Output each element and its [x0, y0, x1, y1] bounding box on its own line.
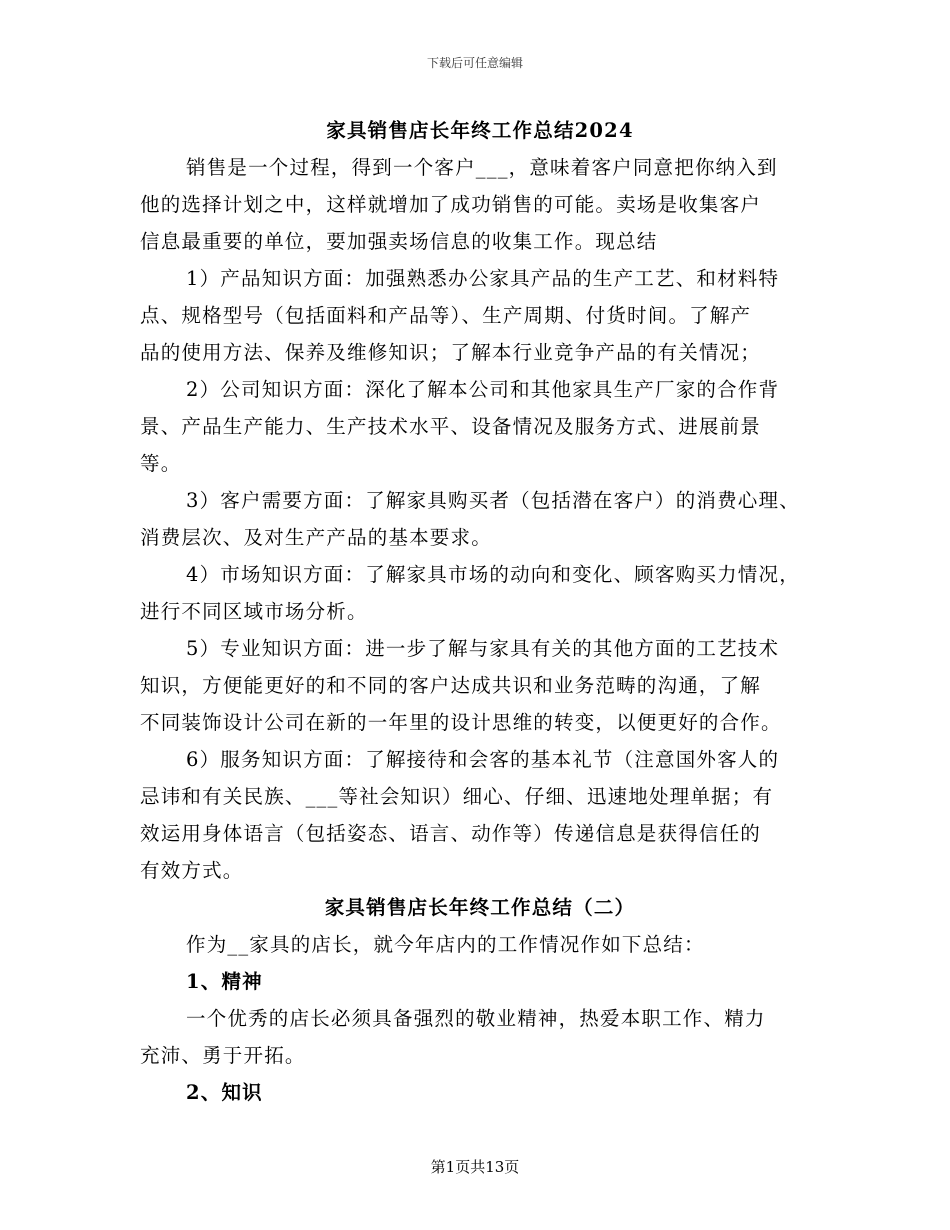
paragraph-line: 2）公司知识方面：深化了解本公司和其他家具生产厂家的合作背 — [186, 378, 780, 401]
paragraph-line: 知识，方便能更好的和不同的客户达成共识和业务范畴的沟通，了解 — [140, 674, 762, 697]
paragraph-line: 充沛、勇于开拓。 — [140, 1044, 306, 1067]
paragraph-line: 点、规格型号（包括面料和产品等）、生产周期、付货时间。了解产 — [140, 304, 752, 327]
paragraph-line: 景、产品生产能力、生产技术水平、设备情况及服务方式、进展前景 — [140, 415, 762, 438]
paragraph-line: 1）产品知识方面：加强熟悉办公家具产品的生产工艺、和材料特 — [186, 267, 780, 290]
paragraph-line: 消费层次、及对生产产品的基本要求。 — [140, 526, 492, 549]
paragraph-line: 忌讳和有关民族、___等社会知识）细心、仔细、迅速地处理单据；有 — [140, 785, 774, 808]
paragraph-line: 进行不同区域市场分析。 — [140, 600, 368, 623]
paragraph-line: 一个优秀的店长必须具备强烈的敬业精神，热爱本职工作、精力 — [186, 1007, 766, 1030]
paragraph-line: 不同装饰设计公司在新的一年里的设计思维的转变，以便更好的合作。 — [140, 711, 782, 734]
document-body — [140, 112, 820, 1111]
intro-line: 作为__家具的店长，就今年店内的工作情况作如下总结： — [186, 933, 705, 956]
paragraph-line: 效运用身体语言（包括姿态、语言、动作等）传递信息是获得信任的 — [140, 822, 762, 845]
page-number-footer: 第1页共13页 — [430, 1158, 520, 1176]
section-title: 家具销售店长年终工作总结（二） — [324, 896, 636, 919]
paragraph-line: 信息最重要的单位，要加强卖场信息的收集工作。现总结 — [140, 230, 658, 253]
document-title: 家具销售店长年终工作总结2024 — [326, 119, 634, 142]
paragraph-line: 品的使用方法、保养及维修知识；了解本行业竞争产品的有关情况； — [140, 341, 762, 364]
paragraph-line: 3）客户需要方面：了解家具购买者（包括潜在客户）的消费心理、 — [186, 489, 800, 512]
heading-spirit: 1、精神 — [186, 970, 263, 993]
header-note: 下载后可任意编辑 — [426, 56, 523, 70]
paragraph-line: 他的选择计划之中，这样就增加了成功销售的可能。卖场是收集客户 — [140, 193, 762, 216]
paragraph-line: 5）专业知识方面：进一步了解与家具有关的其他方面的工艺技术 — [186, 637, 780, 660]
paragraph-line: 销售是一个过程，得到一个客户___，意味着客户同意把你纳入到 — [186, 156, 778, 179]
paragraph-line: 6）服务知识方面：了解接待和会客的基本礼节（注意国外客人的 — [186, 748, 780, 771]
paragraph-line: 等。 — [140, 452, 182, 475]
paragraph-line: 有效方式。 — [140, 859, 244, 882]
heading-knowledge: 2、知识 — [186, 1081, 263, 1104]
paragraph-line: 4）市场知识方面：了解家具市场的动向和变化、顾客购买力情况， — [186, 563, 800, 586]
